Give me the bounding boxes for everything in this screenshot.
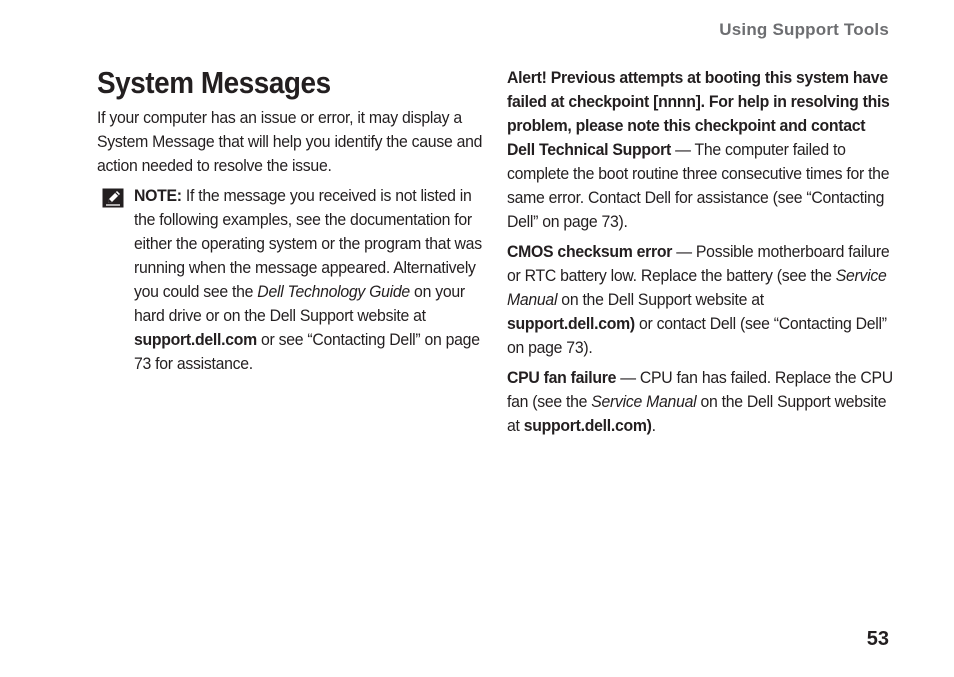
note-text-part-3: or see “Contacting Dell” on page 73 for assistance.	[134, 330, 480, 373]
section-header: Using Support Tools	[719, 20, 889, 39]
note-text	[134, 184, 484, 376]
intro-paragraph: If your computer has an issue or error, it may display a System Message that will help you identify the cause and action needed to resolve the issue.	[97, 108, 483, 175]
page-number: 53	[866, 628, 889, 650]
message-term: Alert! Previous attempts at booting this system have failed at checkpoint [nnnn]. For help in resolving this problem, please note this checkpoint and contact Dell Technical Support	[507, 68, 890, 159]
support-link[interactable]: support.dell.com	[134, 330, 257, 349]
note-text-part-2: on your hard drive or on the Dell Support website at	[134, 282, 465, 325]
message-description-part-1: — CPU fan has failed. Replace the CPU fan (see the	[507, 368, 893, 411]
note-block	[97, 184, 485, 376]
note-label: NOTE:	[134, 186, 182, 205]
service-manual-title: Service Manual	[591, 392, 697, 411]
message-entry-cpu-fan	[507, 366, 894, 438]
message-entry-cmos	[507, 240, 894, 360]
support-link[interactable]: support.dell.com)	[507, 314, 635, 333]
service-manual-title: Service Manual	[507, 266, 887, 309]
guide-title: Dell Technology Guide	[257, 282, 410, 301]
message-entry-alert	[507, 66, 894, 234]
message-description-part-3: .	[651, 416, 656, 435]
page-title: System Messages	[97, 65, 331, 100]
message-description-part-2: on the Dell Support website at	[507, 392, 887, 435]
right-column	[507, 66, 897, 444]
left-column	[97, 64, 485, 376]
message-description-part-3: or contact Dell (see “Contacting Dell” on page 73).	[507, 314, 887, 357]
support-link[interactable]: support.dell.com)	[523, 416, 652, 435]
message-term: CPU fan failure	[507, 368, 617, 387]
pencil-note-icon	[102, 188, 124, 208]
message-description: — The computer failed to complete the boot routine three consecutive times for the same error. Contact Dell for assistance (see “Contacting Dell” on page 73).	[507, 140, 890, 231]
message-description-part-2: on the Dell Support website at	[557, 290, 764, 309]
note-text-part-1: If the message you received is not listed in the following examples, see the documentation for either the operating system or the program that was running when the message appeared. Alternatively you could see the	[134, 186, 482, 301]
message-description-part-1: — Possible motherboard failure or RTC battery low. Replace the battery (see the	[507, 242, 890, 285]
message-term: CMOS checksum error	[507, 242, 673, 261]
